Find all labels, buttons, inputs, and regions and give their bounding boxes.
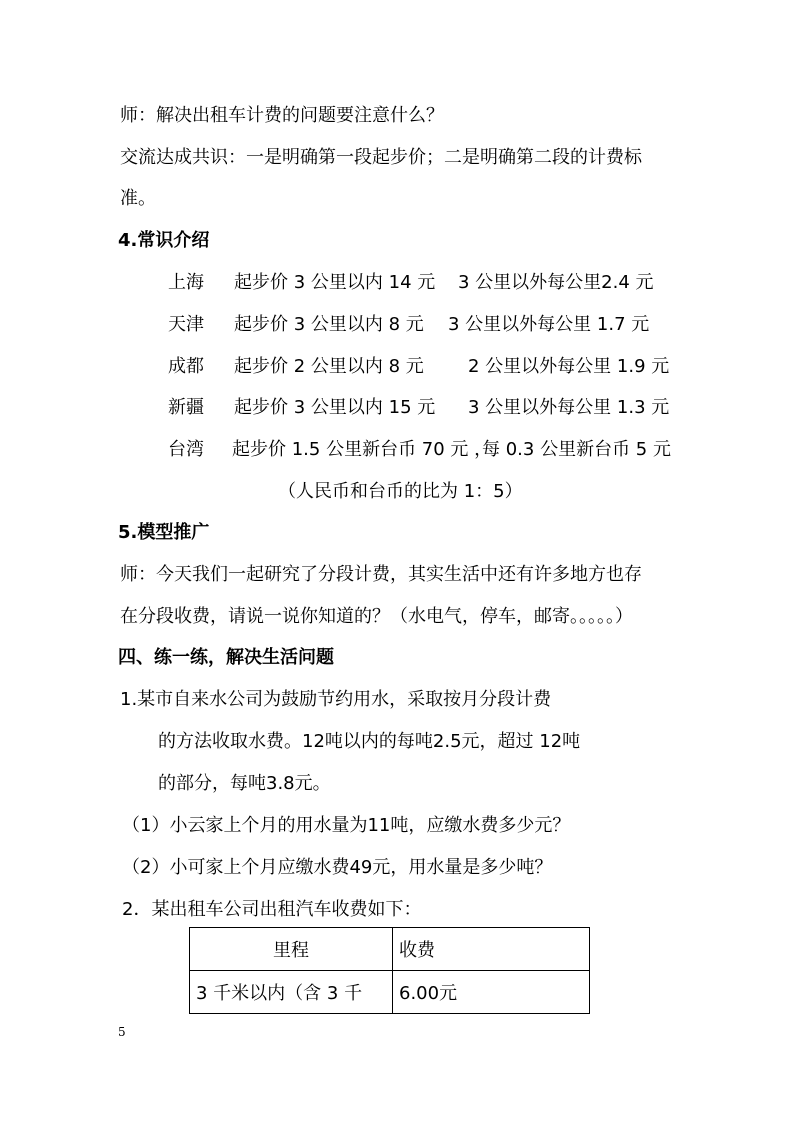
- teacher-paragraph-line-1: 师：今天我们一起研究了分段计费，其实生活中还有许多地方也存: [120, 564, 642, 585]
- extra-price: 3 公里以外每公里 1.3 元: [468, 397, 670, 418]
- city-name: 上海: [168, 272, 204, 293]
- section-iv-title: 四、练一练，解决生活问题: [118, 647, 334, 668]
- consensus-line-2: 准。: [120, 188, 156, 209]
- city-name: 新疆: [168, 397, 204, 418]
- consensus-line-1: 交流达成共识：一是明确第一段起步价；二是明确第二段的计费标: [120, 147, 642, 168]
- question-1-line-3: 的部分，每吨3.8元。: [158, 773, 331, 794]
- start-price: 起步价 2 公里以内 8 元: [234, 356, 424, 377]
- question-1-sub-2: （2）小可家上个月应缴水费49元，用水量是多少吨？: [122, 857, 553, 878]
- city-row: [0, 438, 794, 462]
- city-name: 台湾: [168, 439, 204, 460]
- city-name: 成都: [168, 356, 204, 377]
- taxi-fee-table: [189, 927, 590, 1014]
- question-1-line-2: 的方法收取水费。12吨以内的每吨2.5元，超过 12吨: [158, 731, 581, 752]
- extra-price: 2 公里以外每公里 1.9 元: [468, 356, 670, 377]
- city-row: [0, 271, 794, 295]
- extra-price: 3 公里以外每公里2.4 元: [458, 272, 654, 293]
- table-row: [190, 971, 590, 1014]
- start-price: 起步价 3 公里以内 15 元: [234, 397, 436, 418]
- header-fee: 收费: [393, 928, 590, 971]
- city-row: [0, 396, 794, 420]
- header-mileage: 里程: [190, 928, 393, 971]
- start-price: 起步价 3 公里以内 8 元: [234, 314, 424, 335]
- start-price: 起步价 1.5 公里新台币 70 元 ，: [232, 439, 493, 460]
- teacher-question: 师：解决出租车计费的问题要注意什么？: [120, 105, 444, 126]
- start-price: 起步价 3 公里以内 14 元: [234, 272, 436, 293]
- extra-price: 每 0.3 公里新台币 5 元: [482, 439, 671, 460]
- question-1-sub-1: （1）小云家上个月的用水量为11吨，应缴水费多少元？: [122, 815, 571, 836]
- cell-fee: 6.00元: [393, 971, 590, 1014]
- question-2-line: 2．某出租车公司出租汽车收费如下：: [122, 899, 422, 920]
- city-name: 天津: [168, 314, 204, 335]
- section-5-title: 5.模型推广: [118, 522, 210, 543]
- city-row: [0, 355, 794, 379]
- teacher-paragraph-line-2: 在分段收费，请说一说你知道的？（水电气，停车，邮寄。。。。。）: [120, 606, 633, 627]
- cell-mileage: 3 千米以内（含 3 千: [190, 971, 393, 1014]
- page-number: 5: [118, 1025, 126, 1039]
- ratio-note: （人民币和台币的比为 1：5）: [278, 481, 523, 502]
- city-row: [0, 313, 794, 337]
- question-1-line-1: 1.某市自来水公司为鼓励节约用水，采取按月分段计费: [120, 689, 552, 710]
- section-4-title: 4.常识介绍: [118, 230, 210, 251]
- extra-price: 3 公里以外每公里 1.7 元: [448, 314, 650, 335]
- table-header-row: [190, 928, 590, 971]
